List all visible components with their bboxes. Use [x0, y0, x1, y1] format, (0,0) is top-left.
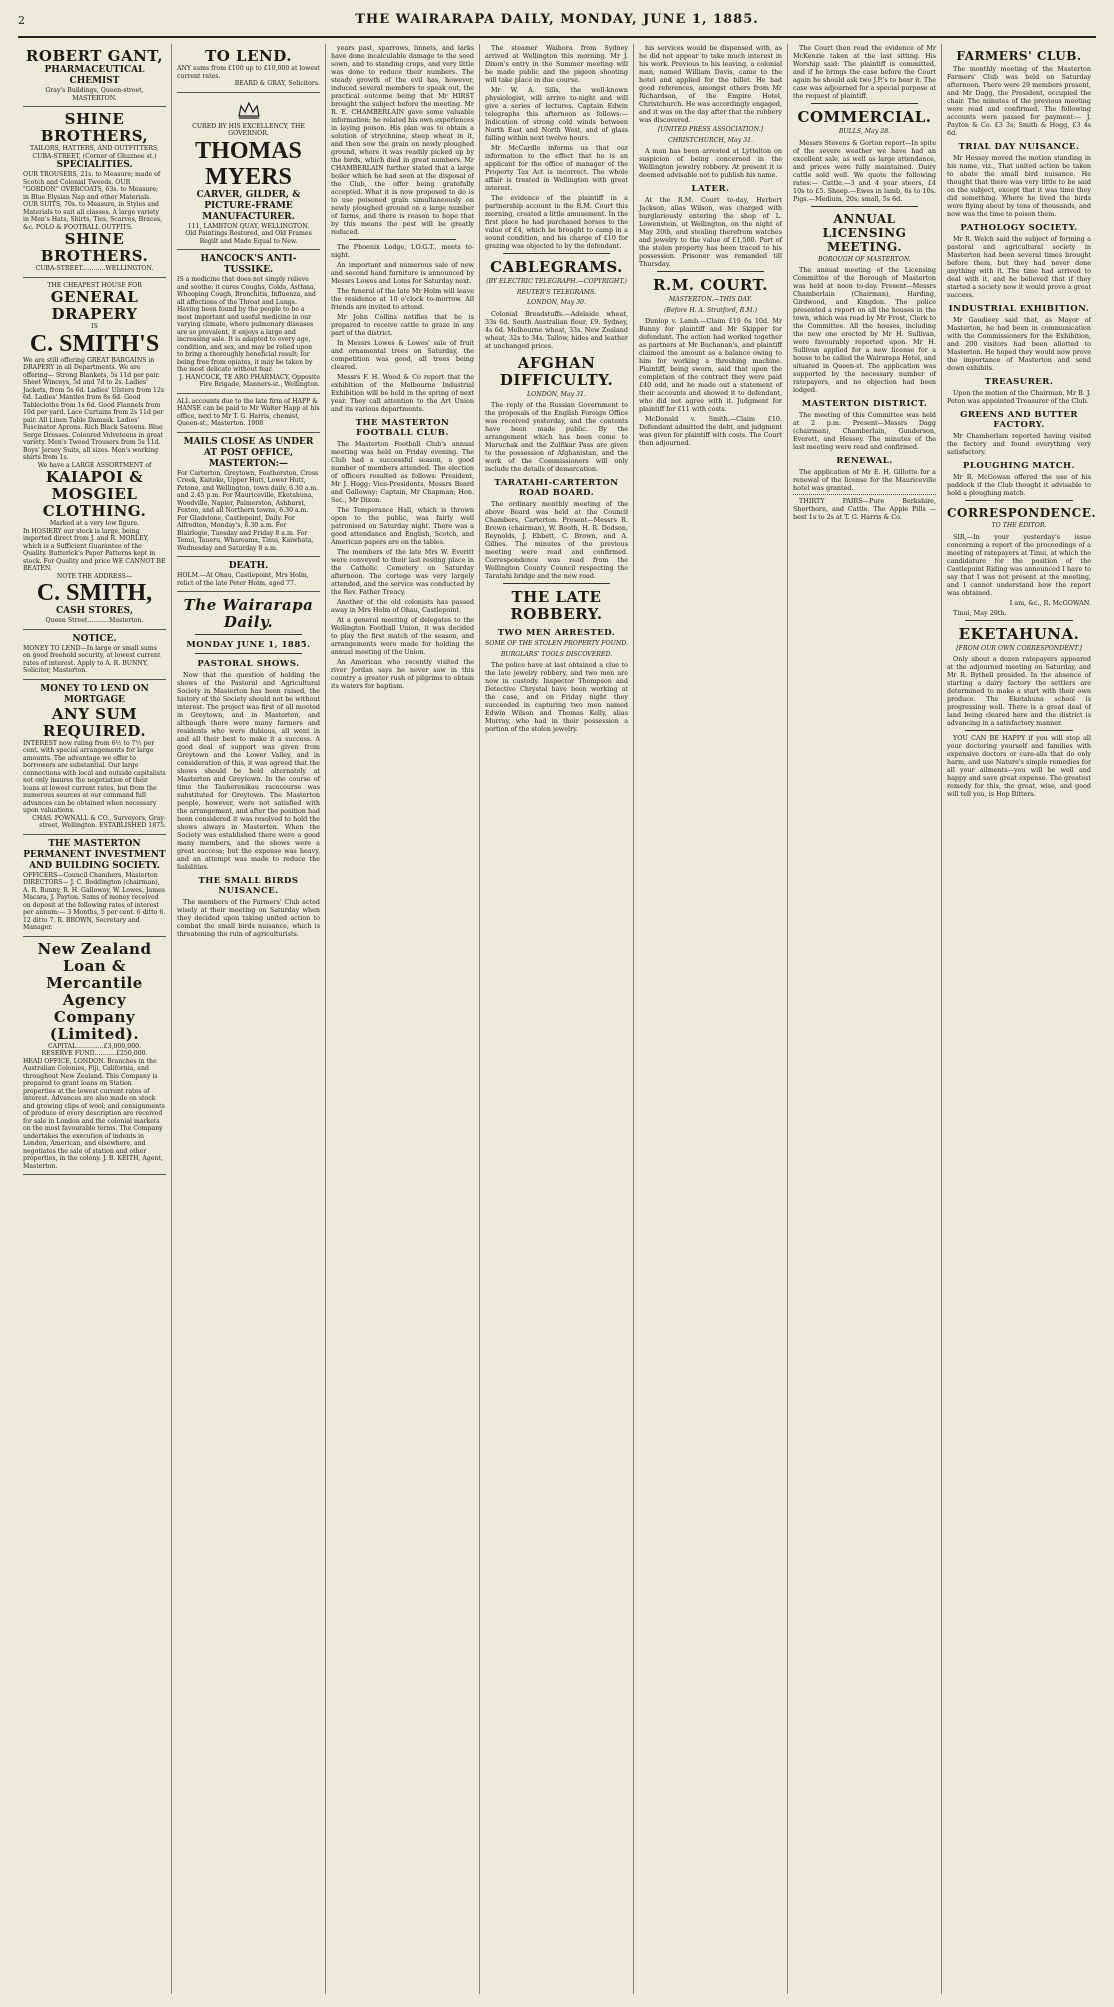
mails-text: For Carterton, Greytown, Featherston, Cross Creek, Kaitoke, Upper Hutt, Lower Hutt, Petone, and Wellington, town daily, 6.30 a.m. and 2.45 p.m. For Mauriceville, Eketahuna, Woodville, Napier, Palmerston, Ashhurst, Foxton, and all Northern towns, 6.30 a.m. For Gladstone, Castlepoint, Daily. For Alfredton, Monday's, 6.30 a.m. For Blairlogie, Tuesday and Friday 8 a.m. For Tenui, Taueru, Whareama, Tinui, Kaiwhata, Wednesday and Saturday 8 a.m.: [177, 469, 319, 552]
eketahuna-sub: [FROM OUR OWN CORRESPONDENT.]: [956, 644, 1082, 652]
nz-loan-heading: New Zealand Loan & Mercantile Agency Company (Limited).: [37, 939, 152, 1043]
court-continued: The Court then read the evidence of Mr McKenzie taken at the last sitting. His Worship said: The plaintiff is committed, and if he brings the case before the Court again he should ask two J.P.'s to hear it. The case was adjourned for a special purpose at the request of plaintiff.: [793, 44, 936, 100]
reuter-label: REUTER'S TELEGRAMS.: [516, 288, 597, 296]
divider: [965, 620, 1073, 621]
loan-text: HEAD OFFICE, LONDON. Branches in the Australian Colonies, Fiji, California, and throughout New Zealand. This Company is prepared to grant loans on Station properties at the lowest current rates of interest. Advances are also made on stock and growing clips of wool; and consignments of produce of every description are received for sale in London and the colonial markets on the most favourable terms. The Company undertakes the execution of indents in London, American, and elsewhere, and negotiates the sale of station and other properties, in the colony. J. B. KEITH, Agent, Masterton.: [23, 1057, 165, 1170]
column-4: [480, 44, 634, 1994]
gant-trade: PHARMACEUTICAL CHEMIST: [44, 65, 145, 86]
ad-money-to-lend: [23, 680, 166, 835]
later-text: At the R.M. Court to-day, Herbert Jackson, alias Wilson, was charged with burglariously entering the shop of L. Lowenstein, at Wellington, on the night of May 20th, and stealing therefrom watches and jewelry to the value of £1,500. Part of the stolen property has been traced to his possession. Prisoner was remanded till Thursday.: [639, 196, 782, 268]
cable-text: Colonial Breadstuffs.—Adelaide wheat, 33s 6d. South Australian flour, £9. Sydney, 4s 6d. Melbourne wheat, 33s. New Zealand wheat, 32s to 34s. Tallow, hides and leather at unchanged prices.: [485, 309, 628, 350]
ad-c-smith: [23, 278, 166, 630]
afghan-date: LONDON, May 31.: [527, 390, 586, 398]
trial-heading: TRIAL DAY NUISANCE.: [958, 142, 1080, 152]
eketahuna-text: Only about a dozen ratepayers appeared at the adjourned meeting on Saturday, and Mr R. Bythell presided. In the absence of starting a dairy factory the settlers are determined to make a start with their own produce. The Eketahuna school is progressing well. There is a great deal of land being cleared here and the district is advancing in a satisfactory manner.: [947, 655, 1091, 727]
taratahi-heading: TARATAHI-CARTERTON ROAD BOARD.: [494, 478, 619, 498]
lowes-sale: In Messrs Lowes & Lowes' sale of fruit and ornamental trees on Saturday, the competition was good, all trees being cleared.: [331, 339, 474, 371]
farmers-text: The monthly meeting of the Masterton Farmers' Club was held on Saturday afternoon. There were 29 members present, and Mr Dagg, the President, occupied the chair. The minutes of the previous meeting were read and confirmed. The following accounts were passed for payment:— J. Payton & Co. £3 3s; Smith & Hogg, £3 4s 6d.: [947, 65, 1091, 137]
is-label: IS: [91, 323, 98, 330]
column-5: [634, 44, 788, 1994]
myers-address: 111, LAMBTON QUAY, WELLINGTON.: [187, 222, 310, 230]
commercial-text: Messrs Stevens & Gorton report—In spite of the severe weather we have had an excellent sale, as well as large attendance, and prices were fully maintained. Dairy cattle sold well. We quote the following rates:— Cattle.—3 and 4 year steers, £4 10s to £5. Sheep.—Ewes in lamb, 6s to 10s. Pigs.—Medium, 20s; small, 5s 6d.: [793, 138, 936, 203]
newspaper-title: THE WAIRARAPA DAILY, MONDAY, JUNE 1, 1885.: [355, 12, 759, 27]
corr-text: SIR,—In your yesterday's issue concerning a report of the proceedings of a meeting of ratepayers at Tinui, at which the candidature for the position of the Castlepoint Riding was announced I have to say that I was not present at the meeting, and I cannot understand how the report was obtained.: [947, 532, 1091, 597]
district-text: The meeting of this Committee was held at 2 p.m. Present—Messrs Dagg (chairman), Chamberlain, Gunderson, Everett, and Hessey. The minutes of the last meeting were read and confirmed.: [793, 411, 936, 451]
rm-text: Dunlop v. Lamb.—Claim £19 6s 10d. Mr Bunny for plaintiff and Mr Skipper for defendant. The action had worked together as partners at Mr Buchanan's, and plaintiff claimed the amount as a balance owing to him for working a threshing machine. Plaintiff, being sworn, said that upon the completion of the contract they were paid £40 odd, and he made out a statement of their accounts and showed it to defendant, who did not agree with it. Judgment for plaintiff for £11 with costs.: [639, 317, 782, 413]
queen-street: Queen Street...........Masterton.: [45, 617, 144, 624]
cablegrams-heading: CABLEGRAMS.: [490, 258, 623, 276]
building-heading: THE MASTERTON PERMANENT INVESTMENT AND BUILDING SOCIETY.: [23, 838, 166, 871]
hancock-heading: HANCOCK'S ANTI-TUSSIKE.: [200, 254, 297, 275]
divider: [657, 271, 764, 272]
divider: [503, 583, 610, 584]
gant-town: MASTERTON.: [72, 94, 117, 102]
mcdonald-case: McDonald v. Smith.—Claim £10. Defendant admitted the debt, and judgment was given for plaintiff with costs. The Court then adjourned.: [639, 415, 782, 447]
to-lend-text: ANY sums from £100 up to £10,000 at lowest current rates.: [177, 65, 320, 80]
column-3: [326, 44, 480, 1994]
renewal-text: The application of Mr E. H. Gillotte for a renewal of the license for the Mauriceville hotel was granted.: [793, 468, 936, 492]
ad-death: [177, 557, 320, 592]
specialities-heading: SPECIALITIES.: [56, 160, 133, 170]
building-text: OFFICERS—Council Chambers, Masterton DIRECTORS— J. C. Boddington (chairman), A. R. Bunny, R. H. Galloway, W. Lowes, James Macara, J. Payton. Sums of money received on deposit at the following rates of interest per annum:— 3 Months, 5 per cent. 6 ditto 6. 12 ditto 7. R. BROWN, Secretary and Manager.: [23, 871, 166, 931]
taratahi-text: The ordinary monthly meeting of the above Board was held at the Council Chambers, Carterton. Present—Messrs R. Brown (chairman), W. Booth, H. R. Dodson, Reynolds, J. Ebbett, C. Brown, and A. Gillies. The minutes of the previous meeting were read and confirmed. Correspondence was read from the Wellington County Council respecting the Taratahi bridge and the new road.: [485, 500, 628, 580]
cash-stores: CASH STORES,: [56, 606, 133, 616]
corr-signature: I am, &c., R. McGOWAN.: [1009, 598, 1091, 607]
ad-to-lend: [177, 44, 320, 93]
robbery-sub-3: BURGLARS' TOOLS DISCOVERED.: [500, 650, 613, 658]
rm-place: MASTERTON.—THIS DAY.: [668, 296, 753, 303]
column-1: [18, 44, 172, 1994]
birds-text: The members of the Farmers' Club acted wisely at their meeting on Saturday when they decided upon taking united action to combat the small birds nuisance, which is threatening the ruin of agriculturists.: [177, 898, 320, 938]
sills-notice: Mr W. A. Sills, the well-known physiologist, will arrive to-night and will give a series of lectures. Captain Edwin telegraphs this afternoon as follows:— Indication of strong cold winds between North East and North West, and of glass falling within next twelve hours.: [485, 86, 628, 142]
divider: [349, 239, 456, 240]
birds-continued: years past, sparrows, linnets, and larks have done incalculable damage to the seed sown, and to standing crops, and very little was done to reduce their numbers. The steady growth of the evil has, however, induced several members to speak out, the practical outcome being that Mr HIRST brought the subject before the meeting. Mr R. E. CHAMBERLAIN gave some valuable information; he related his own experiences in laying poison. His plan was to obtain a solution of strychnine, steep wheat in it, and then sow the grain on newly ploughed ground, where it was readily picked up by the birds, which died in great numbers. Mr CHAMBERLAIN further stated that a large boiler which he had seen at the disposal of the Club, the offer being gratefully accepted. What it is now proposed to do is to use poisoned grain simultaneously on newly ploughed ground on a large number of farms, and there is reason to hope that by this means the pest will be greatly reduced.: [331, 44, 474, 236]
cablegrams-sub: (BY ELECTRIC TELEGRAPH.—COPYRIGHT.): [486, 278, 627, 285]
fleece-text: THIRTY PAIRS—Pure Berkshire, Shorthorn, and Cattle. The Apple Pills — best 1s to 2s at T. G. Harris & Co.: [793, 497, 936, 521]
capital-line: CAPITAL..............£3,000,000.: [47, 1042, 142, 1050]
ad-nz-loan: [23, 937, 166, 1176]
corr-date: Tinui, May 29th.: [953, 608, 1007, 617]
steamer-notice: The steamer Waihora from Sydney arrived at Wellington this morning. Mr J. Dixon's entry in the Summer meeting will be made public and the pigeon shooting will take place in due course.: [485, 44, 628, 84]
accounts-text: ALL accounts due to the late firm of HAPP & HANSE can be paid to Mr Walter Happ at his office, next to Mr T. G. Harris, chemist, Queen-st., Masterton. 1908: [177, 397, 320, 427]
football-text: The Masterton Football Club's annual meeting was held on Friday evening. The Club had a successful season, a good number of members attended. The election of officers resulted as follows: President, Mr J. Hogg; Vice-Presidents, Messrs Beard and Galloway; Captain, Mr Chapman; Hon. Sec., Mr Dixon.: [331, 440, 474, 504]
plaintiff-notice: The evidence of the plaintiff in a partnership account in the R.M. Court this morning, created a little amusement. In the first place he had purchased horses to the value of £4, which he brought to camp in a sound condition, and his charge of £10 for grazing was objected to by the defendant.: [485, 194, 628, 250]
funeral-everitt: The members of the late Mrs W. Everitt were conveyed to their last resting place in the Catholic Cemetery on Saturday afternoon. The cortege was very largely attended, and the service was conducted by the Rev. Father Treacy.: [331, 548, 474, 596]
royal-crest-icon: [235, 100, 263, 120]
divider: [965, 730, 1073, 731]
ad-shine-brothers: [23, 107, 166, 278]
gant-address: Gray's Buildings, Queen-street,: [45, 87, 144, 94]
ad-robert-gant: [23, 44, 166, 107]
pathology-text: Mr R. Welch said the subject of forming a pastoral and agricultural society in Masterton had been several times brought before them, but they had never done anything with it. The time had arrived to deal with it, and he believed that if they started a society now it would prove a great success.: [947, 235, 1091, 299]
commercial-date: BULLS, May 28.: [838, 128, 891, 135]
editorial-masthead: The Wairarapa Daily.: [183, 596, 314, 631]
eketahuna-heading: EKETAHUNA.: [958, 624, 1080, 643]
furniture-sale: An important and numerous sale of new and second hand furniture is announced by Messrs Lowes and Loms for Saturday next.: [331, 261, 474, 285]
divider: [195, 634, 302, 635]
column-7: [942, 44, 1096, 1994]
page-number: 2: [18, 14, 25, 27]
divider: [811, 206, 918, 207]
shine-address-2: CUBA-STREET............WELLINGTON.: [35, 265, 154, 272]
reserve-line: RESERVE FUND...........£250,000.: [41, 1050, 148, 1057]
gant-name: ROBERT GANT,: [25, 47, 164, 65]
masthead: [18, 6, 1096, 38]
hop-bitters-ad: YOU CAN BE HAPPY if you will stop all your doctoring yourself and families with expensive doctors or cure-alls that do only harm, and use Nature's simple remedies for all your ailments—you will be well and happy and save great expense. The greatest remedy for this, the great, wise, and good will tell you, is Hop Bitters.: [947, 734, 1091, 798]
general-drapery: GENERAL DRAPERY: [50, 288, 139, 323]
hancock-text: IS a medicine that does not simply relieve and soothe; it cures Coughs, Colds, Asthma, Whooping Cough, Bronchitis, Influenza, and all affections of the Throat and Lungs. Having been found by the people to be a most important and useful medicine in our varying climate, where pulmonary diseases are so prevalent, it enjoys a large and increasing sale. It is adapted to every age, condition, and sex, and may be relied upon to bring a thoroughly beneficial result; for being free from opiates, it may be taken by the most delicate without fear.: [177, 276, 316, 373]
chas-pownall: CHAS. POWNALL & CO., Surveyors, Gray-street, Wellington. ESTABLISHED 1875.: [32, 814, 166, 829]
funeral-notice: The funeral of the late Mr Holm will leave the residence at 10 o'clock to-morrow. All friends are invited to attend.: [331, 287, 474, 311]
shine-trade: TAILORS, HATTERS, AND OUTFITTERS,: [29, 145, 159, 152]
mccardle-notice: Mr McCardle informs us that our information to the effect that he is an applicant for the office of manager of the Property Tax Act is incorrect. The whole affair is treated in Wellington with great interest.: [485, 144, 628, 192]
delegates-notice: At a general meeting of delegates to the Wellington Football Union, it was decided to play the first match of the season, and arrangements were made for holding the annual meeting of the Union.: [331, 616, 474, 656]
cable-place: LONDON, May 30.: [527, 299, 586, 306]
shine-name: SHINE BROTHERS,: [40, 110, 149, 145]
industrial-heading: INDUSTRIAL EXHIBITION.: [948, 304, 1090, 314]
ploughing-heading: PLOUGHING MATCH.: [962, 461, 1076, 471]
renewal-heading: RENEWAL.: [836, 456, 893, 466]
telegraph-place: CHRISTCHURCH, May 31.: [668, 136, 753, 144]
to-lend-heading: TO LEND.: [205, 47, 292, 65]
myers-text: Old Paintings Restored, and Old Frames Regilt and Made Equal to New.: [185, 230, 312, 245]
robbery-heading: THE LATE ROBBERY.: [510, 588, 603, 623]
press-association: [UNITED PRESS ASSOCIATION.]: [658, 126, 763, 133]
licensing-heading: ANNUAL LICENSING MEETING.: [822, 211, 907, 254]
newspaper-columns: [18, 44, 1096, 1994]
football-heading: THE MASTERTON FOOTBALL CLUB.: [355, 418, 450, 438]
later-heading: LATER.: [691, 184, 730, 194]
pastoral-heading: PASTORAL SHOWS.: [197, 659, 300, 669]
divider: [965, 500, 1073, 501]
notice-heading: NOTICE.: [72, 633, 117, 644]
kaiapoi-heading: KAIAPOI & MOSGIEL: [45, 468, 144, 503]
greens-heading: GREENS AND BUTTER FACTORY.: [960, 410, 1078, 430]
robbery-sub: TWO MEN ARRESTED.: [497, 628, 616, 638]
c-smiths-name: C. SMITH'S: [29, 330, 160, 357]
birds-heading: THE SMALL BIRDS NUISANCE.: [198, 876, 299, 896]
clothing-sub: Marked at a very low figure.: [49, 520, 140, 527]
temperance-hall: The Temperance Hall, which is thrown open to the public, was fairly well patronised on Saturday night. There was a good attendance and English, Scotch, and American papers are on the tables.: [331, 506, 474, 546]
death-heading: DEATH.: [228, 561, 269, 571]
myers-badge: CURED BY HIS EXCELLENCY, THE GOVERNOR.: [192, 122, 305, 137]
specialities-text: OUR TROUSERS, 21s. to Measure; made of Scotch and Colonial Tweeds. OUR "GORDON" OVERCOATS, 63s. to Measure; in Blue Elysian Nap and other Materials. OUR SUITS, 70s. to Measure, in Styles and Materials to suit all classes. A large variety in Men's Hats, Shirts, Ties, Scarves, Braces, &c. POLO & FOOTBALL OUTFITS.: [23, 171, 163, 231]
treasurer-heading: TREASURER.: [984, 377, 1054, 387]
robbery-text: The police have at last obtained a clue to the late jewelry robbery, and two men are now in custody. Inspector Thompson and Detective Chrystal have been working at the case, and on Friday night they succeeded in capturing two men named Edwin Wilson and Thomas Kelly, alias Murray, who had in their possession a portion of the stolen jewelry.: [485, 661, 628, 733]
kaiapoi-intro: We have a LARGE ASSORTMENT of: [37, 461, 152, 469]
any-sum-heading: ANY SUM REQUIRED.: [42, 704, 147, 740]
ad-mails: [177, 433, 320, 558]
afghan-text: The reply of the Russian Government to the proposals of the English Foreign Office was received yesterday, and the contents have been made public. By the arrangement which has been come to Maruchak and the Zulfikar Pass are given to the possession of Afghanistan, and the work of the Commissioners will only include the details of demarcation.: [485, 401, 628, 473]
farmers-heading: FARMERS' CLUB.: [956, 49, 1082, 63]
divider: [793, 494, 936, 495]
c-smith-name: C. SMITH,: [36, 580, 153, 606]
divider: [811, 103, 918, 104]
pastoral-text: Now that the question of holding the shows of the Pastoral and Agricultural Society in Masterton has been raised, the history of the Society should not be without interest. The project was first of all mooted in Greytown, and in Masterton, and although there were many farmers and residents who were dubious, all went in and all their best to make it a success. A good deal of support was given from Greytown and the Lower Valley, and in consideration of this, it was agreed that the shows should be held alternately at Masterton and Greytown. In the course of time the Tauherenikau racecourse was substituted for Greytown. The Masterton people, however, were not satisfied with the arrangement, and after the position had been considered it was resolved to hold the shows always in Masterton. When the Society was established there were a good many members, and the shows were a great success; but the expense was heavy, and an attempt was made to reduce the liabilities.: [177, 671, 320, 871]
telegraph-text: A man has been arrested at Lyttelton on suspicion of being concerned in the Wellington jewelry robbery. At present it is deemed advisable not to publish his name.: [639, 147, 782, 179]
ad-building-society: [23, 835, 166, 937]
corr-to: TO THE EDITOR.: [991, 522, 1047, 529]
myers-trade: CARVER, GILDER, & PICTURE-FRAME MANUFACTURER.: [196, 189, 301, 222]
treasurer-text: Upon the motion of the Chairman, Mr B. J. Peton was appointed Treasurer of the Club.: [947, 389, 1091, 405]
any-sum-text: INTEREST now ruling from 6½ to 7½ per cent. with special arrangements for large amounts. The advantage we offer to borrowers are substantial. Our large connections with local and outside capitalists not only insures the negotiation of their loans at lowest current rates, but from the numerous sources at our command full advances can be obtained when necessary upon valuations.: [23, 739, 166, 814]
divider: [503, 253, 610, 254]
hancock-signature: J. HANCOCK, TE ARO PHARMACY, Opposite Fire Brigade, Manners-st., Wellington.: [179, 373, 320, 388]
american-notice: An American who recently visited the river Jordan says he never saw in this country a greater rush of pilgrims to obtain its waters for baptism.: [331, 658, 474, 690]
licensing-text: The annual meeting of the Licensing Committee of the Borough of Masterton was held at noon to-day. Present—Messrs Chamberlain (Chairman), Harding, Girdwood, and Kingdon. The police presented a report on all the houses in the town, which was read by Mr Frost, Clerk to the Committee. All the houses, including the new one erected by Mr H. Sullivan, were favourably reported upon. Mr H. Sullivan applied for a new license for a house to be called the Wairarapa Hotel, and situated in Queen-st. The application was supported by the necessary number of ratepayers, and no objection had been lodged.: [793, 266, 936, 394]
robbery-sub-2: SOME OF THE STOLEN PROPERTY FOUND.: [485, 640, 628, 647]
phoenix-lodge: The Phoenix Lodge, I.O.G.T., meets to-night.: [331, 243, 474, 259]
collins-notice: Mr John Collins notifies that he is prepared to receive cattle to graze in any part of the district.: [331, 313, 474, 337]
note-address: NOTE THE ADDRESS—: [56, 572, 133, 580]
money-heading: MONEY TO LEND ON MORTGAGE: [40, 683, 149, 705]
hosiery-text: In HOSIERY our stock is large, being imported direct from J. and R. MORLEY, which is a Sufficient Guarantee of the Quality. Butterick's Paper Patterns kept in stock. For Quality and price WE CANNOT BE BEATEN.: [23, 527, 166, 572]
shine-name-2: SHINE BROTHERS.: [40, 230, 149, 265]
editorial-date: MONDAY JUNE 1, 1885.: [186, 640, 311, 650]
pathology-heading: PATHOLOGY SOCIETY.: [960, 223, 1078, 233]
trial-text: Mr Hessey moved the motion standing in his name, viz., That united action be taken to abate the small bird nuisance. He thought that there was very little to be said on the subject, except that it was time they did something. Where he lived the birds were flying about by tens of thousands, and now was the time to poison them.: [947, 154, 1091, 218]
column-2: [172, 44, 326, 1994]
rm-court-heading: R.M. COURT.: [653, 276, 768, 294]
commercial-heading: COMMERCIAL.: [797, 108, 932, 126]
exhibition-notice: Messrs F. H. Wood & Co report that the exhibition of the Melbourne Industrial Exhibition will be held in the spring of next year. They call attention to the Art Union and its various departments.: [331, 373, 474, 413]
death-text: HOLM.—At Ohau, Castlepoint, Mrs Holm, relict of the late Peter Holm, aged 77.: [177, 572, 309, 587]
ploughing-text: Mr R. McGowan offered the use of his paddock if the Club thought it advisable to hold a ploughing match.: [947, 473, 1091, 497]
rm-before: (Before H. A. Stratford, R.M.): [663, 306, 758, 314]
myers-name: THOMAS MYERS: [195, 137, 302, 190]
divider: [195, 653, 302, 654]
smiths-text: We are still offering GREAT BARGAINS in DRAPERY in all Departments. We are offering— Strong Blankets, 5s 11d per pair. Sheet Winceys, 5d and 7d to 2s. Ladies' Jackets, from 5s 6d. Ladies' Ulsters from 12s 6d. Ladies' Mantles from 8s 6d. Good Tablecloths from 1s 6d. Good Flannels from 10d per yard. Lace Curtains from 2s 11d per pair. All Linen Table Damask. Ladies' Fascinator Aprons. Rich Black Sateens. Blue Serge Dresses. Coloured Velveteens in great variety. Men's Tweed Trousers from 5s 11d. Boys' Jersey Suits, all sizes. Men's working shirts from 1s.: [23, 356, 165, 461]
clothing-heading: CLOTHING.: [42, 502, 147, 520]
afghan-heading: AFGHAN DIFFICULTY.: [499, 353, 614, 389]
licensing-place: BOROUGH OF MASTERTON.: [818, 255, 911, 263]
robbery-continued: his services would be dispensed with, as he did not appear to take much interest in his work. Previous to his leaving, a colonial man, named William Davis, came to the hotel and applied for the billet. He had good references, amongst others from Mr Richardson, of the Empire Hotel, Christchurch. He was accordingly engaged, and it was on the day after that the robbery was discovered.: [639, 44, 782, 124]
district-heading: MASTERTON DISTRICT.: [801, 399, 928, 409]
mails-heading: MAILS CLOSE AS UNDER AT POST OFFICE, MASTERTON:—: [183, 436, 314, 469]
column-6: [788, 44, 942, 1994]
industrial-text: Mr Gaudieey said that, as Mayor of Masterton, he had been in communication with the Commissioners for the Exhibition, and 200 visitors had been allotted to Masterton. He hoped they would now prove the importance of Masterton and send down exhibits.: [947, 316, 1091, 372]
greens-text: Mr Chamberlain reported having visited the factory and found everything very satisfactory.: [947, 432, 1091, 456]
shine-address: CUBA-STREET, (Corner of Ghuznee st.): [32, 152, 157, 160]
ad-notice: [23, 630, 166, 680]
notice-text: MONEY TO LEND—In large or small sums on good freehold security, at lowest current rates of interest. Apply to A. R. BUNNY, Solicitor, Masterton.: [23, 644, 161, 674]
correspondence-heading: CORRESPONDENCE.: [947, 506, 1096, 520]
cheapest-house: THE CHEAPEST HOUSE FOR: [47, 281, 142, 289]
ad-thomas-myers: [177, 93, 320, 251]
holm-notice: Another of the old colonists has passed away in Mrs Holm of Ohau, Castlepoint.: [331, 598, 474, 614]
to-lend-firm: BEARD & GRAY, Solicitors.: [234, 80, 320, 87]
ad-accounts: [177, 394, 320, 433]
ad-hancock: [177, 250, 320, 394]
